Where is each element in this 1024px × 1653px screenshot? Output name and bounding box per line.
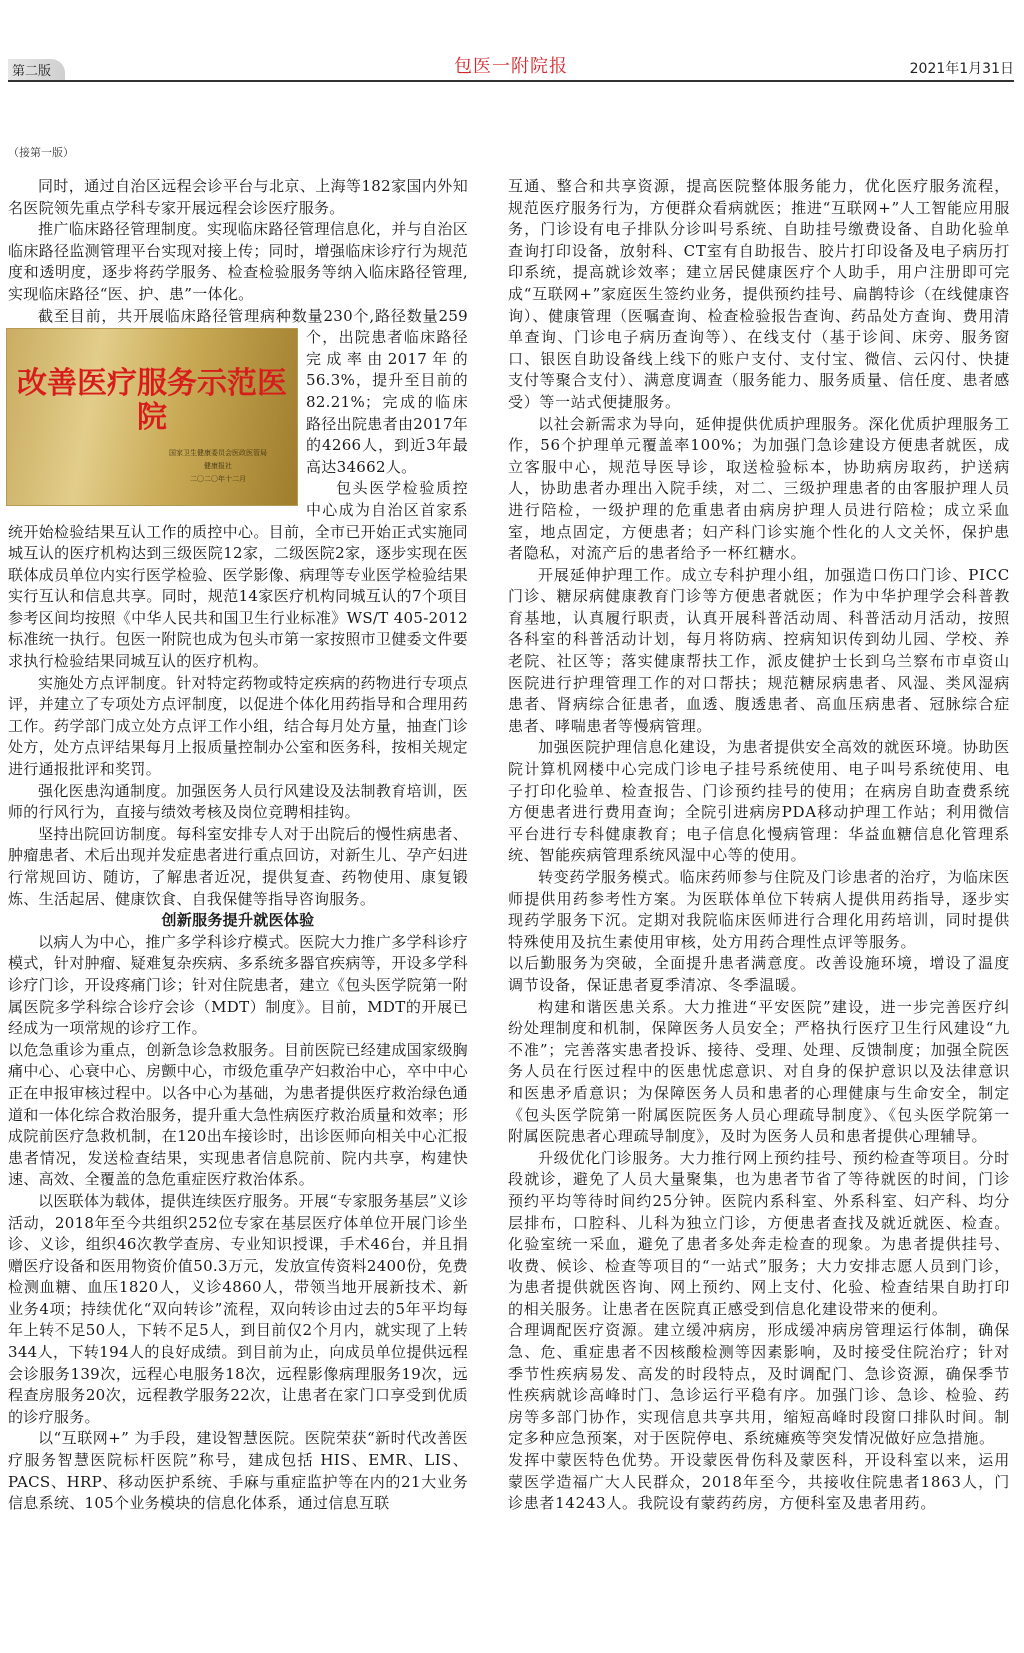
paragraph: 包头医学检验质控中心成为自治区首家系统开始检验结果互认工作的质控中心。目前，全市已开始正式实施同城互认的医疗机构达到三级医院12家，二级医院2家，逐步实现在医联体成员单位内实行医学检验、医学影像、病理等专业医学检验结果实行互认和信息共享。同时，规范14家医疗机构同城互认的7个项目参考区间均按照《中华人民共和国卫生行业标准》WS/T 405-2012标准统一执行。包医一附院也成为包头市第一家按照市卫健委文件要求执行检验结果同城互认的医疗机构。 xyxy=(8,479,468,671)
plaque-issuer xyxy=(169,447,267,486)
plaque-title: 改善医疗服务示范医院 xyxy=(17,365,287,435)
masthead xyxy=(8,52,1014,82)
paragraph: 以后勤服务为突破，全面提升患者满意度。改善设施环境，增设了温度调节设备，保证患者夏季清凉、冬季温暖。 xyxy=(508,954,1010,994)
paragraph: 强化医患沟通制度。加强医务人员行风建设及法制教育培训，医师的行风行为，直接与绩效考核及岗位竞聘相挂钩。 xyxy=(8,781,468,822)
article-left-column xyxy=(8,176,468,1515)
award-plaque-image xyxy=(6,328,298,506)
paragraph: 同时，通过自治区远程会诊平台与北京、上海等182家国内外知名医院领先重点学科专家开展远程会诊医疗服务。 xyxy=(8,177,468,217)
paragraph: 开展延伸护理工作。成立专科护理小组，加强造口伤口门诊、PICC门诊、糖尿病健康教育门诊等方便患者就医；作为中华护理学会科普教育基地，认真履行职责，认真开展科普活动周、科普活动月活动，按照各科室的科普活动计划，每月将防病、控病知识传到幼儿园、学校、养老院、社区等；落实健康帮扶工作，派皮健护士长到乌兰察布市卓资山医院进行护理管理工作的对口帮扶；规范糖尿病患者、风湿、类风湿病患者、肾病综合征患者，血透、腹透患者、高血压病患者、冠脉综合症患者、哮喘患者等慢病管理。 xyxy=(508,565,1010,735)
plaque-date-line: 二〇二〇年十二月 xyxy=(190,474,246,483)
paragraph: 截至目前，共开展临床路径管理病种数量230个,路径数量259个，出院患者临床路径完成率由2017年的56.3%，提升至目前的82.21%；完成的临床路径出院患者由2017年的4266人，到近3年最高达34662人。 xyxy=(38,306,468,476)
paragraph: 以社会新需求为导向，延伸提供优质护理服务。深化优质护理服务工作，56个护理单元覆盖率100%；为加强门急诊建设方便患者就医，成立客服中心，规范导医导诊，取送检验标本，协助病房取药，护送病人，协助患者办理出入院手续，对二、三级护理患者的由客服护理人员进行陪检，一级护理的危重患者由病房护理人员进行陪检；成立采血室，地点固定，方便患者；妇产科门诊实施个性化的人文关怀，保护患者隐私，对流产后的患者给予一杯红糖水。 xyxy=(508,414,1010,563)
newspaper-title: 包医一附院报 xyxy=(454,56,568,77)
paragraph: 构建和谐医患关系。大力推进“平安医院”建设，进一步完善医疗纠纷处理制度和机制，保障医务人员安全；严格执行医疗卫生行风建设“九不准”；完善落实患者投诉、接待、受理、处理、反馈制度；加强全院医务人员在行医过程中的医患忧虑意识、对自身的保护意识以及法律意识和医患矛盾意识；为保障医务人员和患者的心理健康与生命安全，制定《包头医学院第一附属医院医务人员心理疏导制度》、《包头医学院第一附属医院患者心理疏导制度》，及时为医务人员和患者提供心理辅导。 xyxy=(508,997,1010,1146)
paragraph: 互通、整合和共享资源，提高医院整体服务能力，优化医疗服务流程，规范医疗服务行为，方便群众看病就医；推进“互联网+”人工智能应用服务，门诊设有电子排队分诊叫号系统、自助挂号缴费设备、自助化验单查询打印设备，放射科、CT室有自助报告、胶片打印设备及电子病历打印系统，提高就诊效率；建立居民健康医疗个人助手，用户注册即可完成“互联网+”家庭医生签约业务，提供预约挂号、扁鹊特诊（在线健康咨询）、健康管理（医嘱查询、检查检验报告查询、药品处方查询、费用清单查询、门诊电子病历查询等）、在线支付（基于诊间、床旁、服务窗口、银医自助设备线上线下的账户支付、支付宝、微信、云闪付、快捷支付等聚合支付）、满意度调查（服务能力、服务质量、信任度、患者感受）等一站式便捷服务。 xyxy=(508,177,1010,411)
continued-note: （接第一版） xyxy=(8,146,74,159)
plaque-issuer-line: 健康报社 xyxy=(204,461,232,470)
paragraph: 合理调配医疗资源。建立缓冲病房，形成缓冲病房管理运行体制，确保急、危、重症患者不因核酸检测等因素影响，及时接受住院治疗；针对季节性疾病易发、高发的时段特点，及时调配门、急诊资源，确保季节性疾病就诊高峰时门、急诊运行平稳有序。加强门诊、急诊、检验、药房等多部门协作，实现信息共享共用，缩短高峰时段窗口排队时间。制定多种应急预案，对于医院停电、系统瘫痪等突发情况做好应急措施。 xyxy=(508,1321,1010,1448)
plaque-issuer-line: 国家卫生健康委员会医政医管局 xyxy=(169,448,267,457)
article-right-column xyxy=(508,176,1010,1515)
paragraph: 以危急重诊为重点，创新急诊急救服务。目前医院已经建成国家级胸痛中心、心衰中心、房颤中心，市级危重孕产妇救治中心，卒中中心正在申报审核过程中。以各中心为基础，为患者提供医疗救治绿色通道和一体化综合救治服务，提升重大急性病医疗救治质量和效率；形成院前医疗急救机制，在120出车接诊时，出诊医师向相关中心汇报患者情况，发送检查结果，实现患者信息院前、院内共享，构建快速、高效、全覆盖的急危重症医疗救治体系。 xyxy=(8,1040,468,1189)
paragraph: 实施处方点评制度。针对特定药物或特定疾病的药物进行专项点评，并建立了专项处方点评制度，以促进个体化用药指导和合理用药工作。药学部门成立处方点评工作小组，结合每月处方量，抽查门诊处方，处方点评结果每月上报质量控制办公室和医务科，按相关规定进行通报批评和奖罚。 xyxy=(8,673,468,779)
paragraph: 坚持出院回访制度。每科室安排专人对于出院后的慢性病患者、肿瘤患者、术后出现并发症患者进行重点回访，对新生儿、孕产妇进行常规回访、随访，了解患者近况，提供复查、药物使用、康复锻炼、生活起居、健康饮食、自我保健等指导咨询服务。 xyxy=(8,824,468,908)
paragraph: 发挥中蒙医特色优势。开设蒙医骨伤科及蒙医科，开设科室以来，运用蒙医学造福广大人民群众，2018年至今，共接收住院患者1863人，门诊患者14243人。我院设有蒙药药房，方便科室及患者用药。 xyxy=(508,1451,1010,1513)
edition-label: 第二版 xyxy=(8,59,65,80)
paragraph: 以“互联网+” 为手段，建设智慧医院。医院荣获“新时代改善医疗服务智慧医院标杆医院”称号，建成包括 HIS、EMR、LIS、PACS、HRP、移动医护系统、手麻与重症监护等在内的21大业务信息系统、105个业务模块的信息化体系，通过信息互联 xyxy=(8,1429,468,1513)
paragraph: 加强医院护理信息化建设，为患者提供安全高效的就医环境。协助医院计算机网楼中心完成门诊电子挂号系统使用、电子叫号系统使用、电子打印化验单、检查报告、门诊预约挂号的使用；在病房自助查费系统方便患者进行费用查询；全院引进病房PDA移动护理工作站；利用微信平台进行专科健康教育；电子信息化慢病管理：华益血糖信息化管理系统、智能疾病管理系统风湿中心等的使用。 xyxy=(508,738,1010,865)
paragraph: 以医联体为载体，提供连续医疗服务。开展“专家服务基层”义诊活动，2018年至今共组织252位专家在基层医疗体单位开展门诊坐诊、义诊，组织46次教学查房、专业知识授课，手术46台，并且捐赠医疗设备和医用物资价值50.3万元，发放宣传资料2400份，免费检测血糖、血压1820人，义诊4860人，带领当地开展新技术、新业务4项；持续优化“双向转诊”流程，双向转诊由过去的5年平均每年上转不足50人，下转不足5人，到目前仅2个月内，就实现了上转344人，下转194人的良好成绩。到目前为止，向成员单位提供远程会诊服务139次，远程心电服务18次，远程影像病理服务19次，远程查房服务20次，远程教学服务22次，让患者在家门口享受到优质的诊疗服务。 xyxy=(8,1191,468,1426)
paragraph: 以病人为中心，推广多学科诊疗模式。医院大力推广多学科诊疗模式，针对肿瘤、疑难复杂疾病、多系统多器官疾病等，开设多学科诊疗门诊，开设疼痛门诊；针对住院患者，建立《包头医学院第一附属医院多学科综合诊疗会诊（MDT）制度》。目前，MDT的开展已经成为一项常规的诊疗工作。 xyxy=(8,932,468,1038)
paragraph: 升级优化门诊服务。大力推行网上预约挂号、预约检查等项目。分时段就诊，避免了人员大量聚集，也为患者节省了等待就医的时间，门诊预约平均等待时间约25分钟。医院内系科室、外系科室、妇产科、均分层排布，口腔科、儿科为独立门诊，方便患者查找及就近就医、检查。化验室统一采血，避免了患者多处奔走检查的现象。为患者提供挂号、收费、候诊、检查等项目的“一站式”服务；大力安排志愿人员到门诊，为患者提供就医咨询、网上预约、网上支付、化验、检查结果自助打印的相关服务。让患者在医院真正感受到信息化建设带来的便利。 xyxy=(508,1148,1010,1318)
issue-date: 2021年1月31日 xyxy=(909,61,1014,77)
section-subheading: 创新服务提升就医体验 xyxy=(161,911,315,930)
paragraph: 转变药学服务模式。临床药师参与住院及门诊患者的治疗，为临床医师提供用药参考性方案。为医联体单位下转病人提供用药指导，逐步实现药学服务下沉。定期对我院临床医师进行合理化用药培训，同时提供特殊使用及抗生素使用审核，处方用药合理性点评等服务。 xyxy=(508,868,1010,951)
paragraph: 推广临床路径管理制度。实现临床路径管理信息化，并与自治区临床路径监测管理平台实现对接上传；同时，增强临床诊疗行为规范度和透明度，逐步将药学服务、检查检验服务等纳入临床路径管理,实现临床路径“医、护、患”一体化。 xyxy=(8,220,468,303)
